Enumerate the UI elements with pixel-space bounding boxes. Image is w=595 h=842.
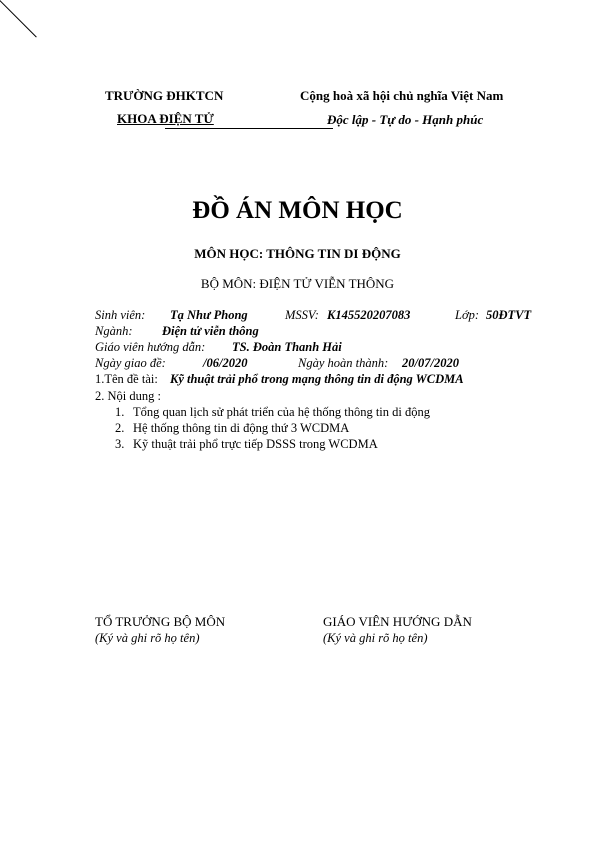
list-item-text: Kỹ thuật trải phổ trực tiếp DSSS trong WCDMA bbox=[133, 437, 378, 451]
assign-date-label: Ngày giao đề: bbox=[95, 356, 166, 370]
list-item-number: 1. bbox=[115, 405, 125, 419]
faculty-name: KHOA ĐIỆN TỬ bbox=[117, 111, 214, 126]
student-value: Tạ Như Phong bbox=[170, 308, 248, 322]
major-value: Điện tử viễn thông bbox=[162, 324, 259, 338]
list-item-text: Hệ thống thông tin di động thứ 3 WCDMA bbox=[133, 421, 350, 435]
school-name: TRƯỜNG ĐHKTCN bbox=[105, 88, 224, 103]
topic-label: 1.Tên đề tài: bbox=[95, 372, 158, 386]
student-id-label: MSSV: bbox=[285, 308, 319, 322]
nation-name: Cộng hoà xã hội chủ nghĩa Việt Nam bbox=[300, 88, 504, 103]
subject-line: MÔN HỌC: THÔNG TIN DI ĐỘNG bbox=[194, 246, 401, 261]
list-item-number: 2. bbox=[115, 421, 125, 435]
major-label: Ngành: bbox=[95, 324, 133, 338]
assign-date-value: /06/2020 bbox=[203, 356, 248, 370]
list-item-number: 3. bbox=[115, 437, 125, 451]
list-item bbox=[115, 421, 350, 436]
motto: Độc lập - Tự do - Hạnh phúc bbox=[327, 112, 484, 127]
left-signature-title: TỔ TRƯỞNG BỘ MÔN bbox=[95, 614, 226, 629]
list-item bbox=[115, 437, 378, 452]
header-underline bbox=[165, 128, 333, 129]
advisor-value: TS. Đoàn Thanh Hải bbox=[232, 340, 342, 354]
class-label: Lớp: bbox=[455, 308, 480, 322]
complete-date-label: Ngày hoàn thành: bbox=[298, 356, 389, 370]
topic-value: Kỹ thuật trải phổ trong mạng thông tin di động WCDMA bbox=[170, 372, 464, 386]
right-signature-title: GIÁO VIÊN HƯỚNG DẪN bbox=[323, 614, 472, 629]
department-line: BỘ MÔN: ĐIỆN TỬ VIỄN THÔNG bbox=[200, 276, 395, 291]
student-id-value: K145520207083 bbox=[327, 308, 411, 322]
corner-diagonal-line bbox=[0, 0, 37, 37]
list-item bbox=[115, 405, 431, 420]
content-label: 2. Nội dung : bbox=[95, 389, 161, 403]
advisor-label: Giáo viên hướng dẫn: bbox=[95, 340, 206, 354]
list-item-text: Tổng quan lịch sử phát triển của hệ thống thông tin di động bbox=[133, 405, 431, 419]
student-label: Sinh viên: bbox=[95, 308, 146, 322]
page-title: ĐỒ ÁN MÔN HỌC bbox=[192, 197, 403, 224]
class-value: 50ĐTVT bbox=[486, 308, 532, 322]
right-signature-note: (Ký và ghi rõ họ tên) bbox=[323, 631, 428, 645]
complete-date-value: 20/07/2020 bbox=[402, 356, 459, 370]
left-signature-note: (Ký và ghi rõ họ tên) bbox=[95, 631, 200, 645]
